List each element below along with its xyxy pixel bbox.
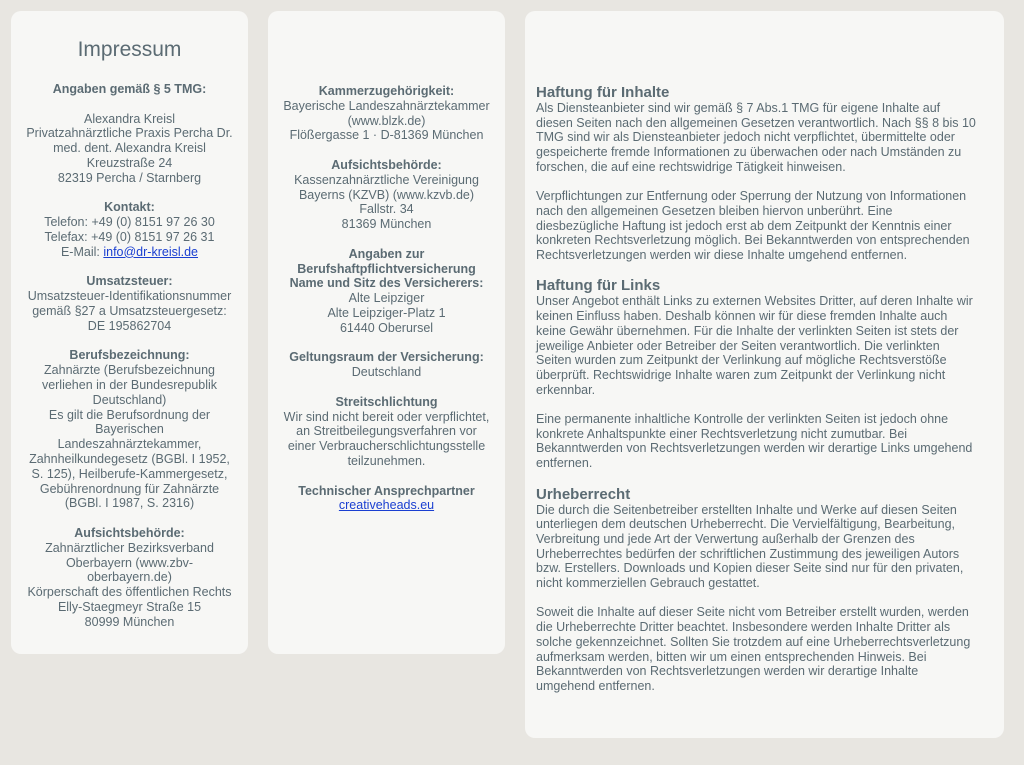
section-label: Angaben zur	[348, 246, 425, 261]
section-label: Kontakt:	[104, 200, 155, 215]
chamber-line: Flößergasse 1 · D-81369 München	[289, 128, 484, 143]
section-chamber	[274, 84, 499, 143]
heading-copyright: Urheberrecht	[536, 485, 631, 503]
insurance-line: 61440 Oberursel	[339, 320, 434, 335]
text-line: Die durch die Seitenbetreiber erstellten Inhalte und Werke auf diesen Seiten	[536, 502, 957, 517]
supervisory-line: Körperschaft des öffentlichen Rechts	[27, 585, 232, 600]
section-label: Aufsichtsbehörde:	[331, 157, 442, 172]
text-line: solche gekennzeichnet. Sollten Sie trotzdem auf eine Urheberrechtsverletzung	[536, 634, 971, 649]
text-line: nach den allgemeinen Gesetzen bleiben hiervon unberührt. Eine	[536, 203, 893, 218]
text-line: keinen Einfluss haben. Deshalb können wir für diese fremden Inhalte auch	[536, 309, 948, 324]
section-supervisory	[17, 526, 242, 630]
address-line: med. dent. Alexandra Kreisl	[53, 141, 206, 156]
section-label: Berufshaftpflichtversicherung	[297, 261, 476, 276]
address-line: Alexandra Kreisl	[83, 111, 175, 126]
supervisory-line: 81369 München	[341, 217, 432, 232]
text-line: Eine permanente inhaltliche Kontrolle der verlinkten Seiten ist jedoch ohne	[536, 412, 949, 427]
section-label: Name und Sitz des Versicherers:	[289, 276, 484, 291]
chamber-line: (www.blzk.de)	[347, 113, 426, 128]
section-label: Aufsichtsbehörde:	[74, 525, 185, 540]
heading-content-liability: Haftung für Inhalte	[536, 84, 670, 101]
insurance-line: Alte Leipziger	[348, 291, 425, 306]
dispute-line: Wir sind nicht bereit oder verpflichtet,	[283, 409, 490, 424]
email-prefix: E-Mail:	[60, 244, 104, 259]
paragraph	[536, 294, 994, 397]
section-tech-contact	[274, 484, 499, 514]
text-line: Verbreitung und jede Art der Verwertung außerhalb der Grenzen des	[536, 531, 915, 546]
section-vat	[17, 274, 242, 333]
text-line: Bekanntwerden von Rechtsverletzungen werden wir derartige Inhalte	[536, 664, 919, 679]
text-line: Seiten wurden zum Zeitpunkt der Verlinkung auf mögliche Rechtsverstöße	[536, 353, 947, 368]
profession-line: Zahnheilkundegesetz (BGBl. I 1952,	[29, 451, 230, 466]
profession-line: Landeszahnärztekammer,	[57, 437, 202, 452]
section-tmg	[17, 82, 242, 97]
supervisory-line: Oberbayern (www.zbv-	[65, 555, 194, 570]
text-line: Als Diensteanbieter sind wir gemäß § 7 Abs.1 TMG für eigene Inhalte auf	[536, 101, 941, 115]
text-line: aufmerksam werden, bitten wir um einen entsprechenden Hinweis. Bei	[536, 649, 927, 664]
text-line: TMG sind wir als Diensteanbieter jedoch nicht verpflichtet, übermittelte oder	[536, 130, 955, 145]
supervisory-line: Kassenzahnärztliche Vereinigung	[294, 172, 479, 187]
address-line: Privatzahnärztliche Praxis Percha Dr.	[26, 126, 233, 141]
text-line: erkennbar.	[536, 382, 596, 397]
profession-line: (BGBl. I 1987, S. 2316)	[64, 496, 195, 511]
fax-line: Telefax: +49 (0) 8151 97 26 31	[44, 229, 215, 244]
text-line: nicht kommerziellen Gebrauch gestattet.	[536, 576, 760, 591]
text-line: die Urheberrechte Dritter beachtet. Insbesondere werden Inhalte Dritter als	[536, 620, 951, 635]
section-label: Streitschlichtung	[335, 394, 438, 409]
paragraph	[536, 189, 994, 263]
text-line: umgehend entfernen.	[536, 678, 655, 693]
tech-contact-link[interactable]: creativeheads.eu	[338, 498, 435, 513]
section-dispute	[274, 395, 499, 469]
liability-card	[525, 11, 1004, 738]
profession-line: Es gilt die Berufsordnung der	[48, 407, 211, 422]
page-title: Impressum	[77, 38, 182, 61]
text-line: diesen Seiten nach den allgemeinen Gesetzen verantwortlich. Nach §§ 8 bis 10	[536, 115, 976, 130]
impressum-card	[11, 11, 248, 654]
text-line: Rechtsverletzungen werden wir diese Inhalte umgehend entfernen.	[536, 248, 908, 263]
section-label: Technischer Ansprechpartner	[298, 483, 475, 498]
text-line: Verpflichtungen zur Entfernung oder Sperrung der Nutzung von Informationen	[536, 189, 967, 204]
profession-line: Gebührenordnung für Zahnärzte	[39, 481, 220, 496]
text-line: gespeicherte fremde Informationen zu überwachen oder nach Umständen zu	[536, 145, 962, 160]
section-label: Berufsbezeichnung:	[69, 348, 190, 363]
section-address	[17, 112, 242, 186]
text-line: konkrete Anhaltspunkte einer Rechtsverletzung nicht zumutbar. Bei	[536, 426, 908, 441]
text-line: Unser Angebot enthält Links zu externen Websites Dritter, auf deren Inhalte wir	[536, 294, 973, 309]
profession-line: Deutschland)	[92, 392, 167, 407]
address-line: Kreuzstraße 24	[86, 155, 173, 170]
email-link[interactable]: info@dr-kreisl.de	[103, 244, 199, 259]
paragraph	[536, 605, 994, 693]
insurance-line: Alte Leipziger-Platz 1	[327, 305, 446, 320]
dispute-line: an Streitbeilegungsverfahren vor	[296, 424, 477, 439]
text-line: unterliegen dem deutschen Urheberrecht. Die Vervielfältigung, Bearbeitung,	[536, 517, 956, 532]
chamber-line: Bayerische Landeszahnärztekammer	[283, 98, 490, 113]
profession-line: Zahnärzte (Berufsbezeichnung	[44, 363, 215, 378]
section-insurance	[274, 247, 499, 336]
section-label: Kammerzugehörigkeit:	[318, 84, 455, 98]
section-label: Umsatzsteuer:	[86, 274, 173, 289]
section-profession	[17, 348, 242, 511]
supervisory-line: Bayerns (KZVB) (www.kzvb.de)	[298, 187, 475, 202]
text-line: forschen, die auf eine rechtswidrige Tätigkeit hinweisen.	[536, 159, 846, 174]
section-label: Geltungsraum der Versicherung:	[289, 350, 484, 365]
paragraph	[536, 412, 994, 471]
profession-line: verliehen in der Bundesrepublik	[41, 377, 218, 392]
text-line: bzw. Erstellers. Downloads und Kopien dieser Seite sind nur für den privaten,	[536, 561, 964, 576]
email-line	[17, 245, 242, 260]
heading-link-liability: Haftung für Links	[536, 277, 661, 295]
text-line: Soweit die Inhalte auf dieser Seite nicht vom Betreiber erstellt wurden, werden	[536, 605, 969, 620]
dispute-line: teilzunehmen.	[347, 453, 426, 468]
section-label: Angaben gemäß § 5 TMG:	[52, 82, 207, 96]
section-supervisory-2	[274, 158, 499, 232]
text-line: überprüft. Rechtswidrige Inhalte waren zum Zeitpunkt der Verlinkung nicht	[536, 367, 946, 382]
section-scope	[274, 350, 499, 380]
supervisory-line: oberbayern.de)	[87, 570, 172, 585]
chamber-card	[268, 11, 505, 654]
profession-line: S. 125), Heilberufe-Kammergesetz,	[31, 466, 228, 481]
dispute-line: einer Verbraucherschlichtungsstelle	[287, 439, 486, 454]
text-line: diesbezügliche Haftung ist jedoch erst ab dem Zeitpunkt der Kenntnis einer	[536, 218, 952, 233]
vat-line: gemäß §27 a Umsatzsteuergesetz:	[32, 303, 227, 318]
text-line: jeweilige Anbieter oder Betreiber der Seiten verantwortlich. Die verlinkten	[536, 338, 940, 353]
supervisory-line: Fallstr. 34	[359, 202, 414, 217]
supervisory-line: Elly-Staegmeyr Straße 15	[57, 599, 202, 614]
scope-line: Deutschland	[351, 365, 422, 380]
phone-line: Telefon: +49 (0) 8151 97 26 30	[44, 215, 215, 230]
vat-line: DE 195862704	[87, 318, 172, 333]
supervisory-line: Zahnärztlicher Bezirksverband	[45, 540, 214, 555]
vat-line: Umsatzsteuer-Identifikationsnummer	[27, 289, 232, 304]
profession-line: Bayerischen	[95, 422, 164, 437]
paragraph	[536, 101, 994, 175]
text-line: keine Gewähr übernehmen. Für die Inhalte der verlinkten Seiten ist stets der	[536, 323, 959, 338]
text-line: Bekanntwerden von Rechtsverletzungen werden wir derartige Links umgehend	[536, 441, 973, 456]
supervisory-line: 80999 München	[84, 614, 175, 629]
section-contact	[17, 200, 242, 259]
paragraph	[536, 503, 994, 591]
address-line: 82319 Percha / Starnberg	[57, 170, 202, 185]
text-line: entfernen.	[536, 456, 593, 471]
text-line: Urheberrechtes bedürfen der schriftlichen Zustimmung des jeweiligen Autors	[536, 546, 960, 561]
text-line: konkreten Rechtsverletzung möglich. Bei Bekanntwerden von entsprechenden	[536, 233, 970, 248]
